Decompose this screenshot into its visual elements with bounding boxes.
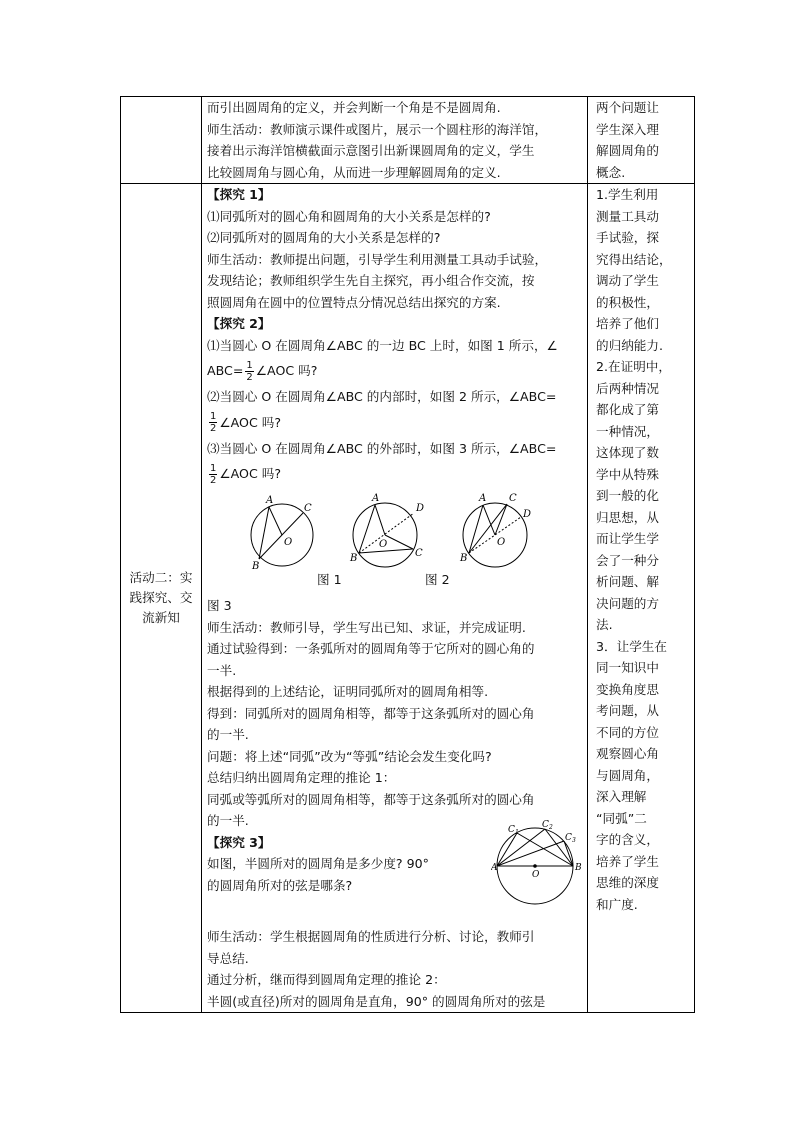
note-line: 同一知识中 bbox=[596, 660, 659, 675]
note-line: 决问题的方 bbox=[596, 595, 659, 611]
text-line: 总结归纳出圆周角定理的推论 1： bbox=[207, 770, 396, 785]
figure1-caption: 图 1 bbox=[317, 572, 342, 587]
e3-ac3 bbox=[497, 841, 564, 866]
text-line: 得到：同弧所对的圆周角相等，都等于这条弧所对的圆心角 bbox=[207, 705, 535, 721]
fig2-label-b: B bbox=[350, 553, 358, 564]
e3-c3b bbox=[564, 841, 573, 866]
text-line: 的圆周角所对的弦是哪条? bbox=[207, 877, 353, 893]
e3-label-c3: C bbox=[565, 832, 572, 843]
text-line: ⑴当圆心 O 在圆周角∠ABC 的一边 BC 上时，如图 1 所示，∠ bbox=[207, 337, 558, 353]
text-line: 师生活动：教师提出问题，引导学生利用测量工具动手试验， bbox=[207, 251, 548, 267]
text-line: 解圆周角的 bbox=[596, 143, 659, 158]
note-line: 深入理解 bbox=[596, 789, 647, 804]
note-line: 与圆周角， bbox=[596, 767, 659, 783]
text-line: 的一半. bbox=[207, 727, 249, 742]
fraction-denominator: 2 bbox=[210, 423, 217, 434]
formula-text: ∠AOC 吗? bbox=[255, 363, 318, 379]
circle-figures-svg bbox=[207, 489, 573, 595]
note-line: 2.在证明中， bbox=[596, 359, 671, 374]
fig2-label-d: D bbox=[416, 503, 425, 514]
note-line: 调动了学生 bbox=[596, 273, 659, 288]
lesson-table bbox=[120, 96, 695, 1013]
table-row bbox=[121, 184, 695, 1013]
explore2-title: 【探究 2】 bbox=[207, 316, 271, 331]
text-line: ⑵当圆心 O 在圆周角∠ABC 的内部时，如图 2 所示，∠ABC= bbox=[207, 389, 557, 404]
fig2-ba bbox=[359, 505, 375, 553]
e3-label-o: O bbox=[532, 869, 540, 880]
fig1-label-b: B bbox=[252, 561, 260, 572]
figure3-caption: 图 3 bbox=[207, 598, 232, 613]
text-line: 比较圆周角与圆心角，从而进一步理解圆周角的定义. bbox=[207, 164, 501, 180]
note-line: 这体现了数 bbox=[596, 445, 659, 460]
text-line: 发现结论；教师组织学生先自主探究，再小组合作交流，按 bbox=[207, 273, 535, 288]
fig1-ba bbox=[259, 507, 269, 559]
note-line: 3．让学生在 bbox=[596, 638, 667, 654]
fig3-ao bbox=[483, 505, 495, 535]
fraction bbox=[209, 411, 217, 434]
e3-label-c2: C bbox=[542, 819, 549, 830]
row1-right-cell bbox=[588, 97, 695, 184]
e3-ac1 bbox=[497, 833, 517, 866]
text-line: ⑴同弧所对的圆心角和圆周角的大小关系是怎样的? bbox=[207, 208, 491, 224]
text-line: 学生深入理 bbox=[596, 121, 659, 137]
e3-label-c2-sub: 2 bbox=[549, 823, 553, 831]
note-line: 测量工具动 bbox=[596, 208, 659, 224]
text-line: 师生活动：教师引导，学生写出已知、求证，并完成证明. bbox=[207, 619, 526, 635]
activity-label-line: 流新知 bbox=[142, 610, 180, 625]
fig1-label-a: A bbox=[266, 495, 274, 506]
fig3-ba bbox=[469, 505, 483, 553]
text-line: 照圆周角在圆中的位置特点分情况总结出探究的方案. bbox=[207, 294, 501, 310]
fraction-numerator: 1 bbox=[210, 462, 217, 474]
activity-label-line: 活动二：实 bbox=[129, 570, 193, 585]
activity-label-line: 践探究、交 bbox=[129, 590, 193, 605]
text-line: 师生活动：教师演示课件或图片，展示一个圆柱形的海洋馆， bbox=[207, 121, 548, 137]
e3-ac2 bbox=[497, 829, 545, 866]
note-line: 法. bbox=[596, 617, 613, 632]
note-line: 而让学生学 bbox=[596, 531, 659, 546]
fig3-label-a: A bbox=[479, 493, 487, 504]
note-line: 都化成了第 bbox=[596, 402, 659, 417]
note-line: 学中从特殊 bbox=[596, 466, 659, 482]
text-line: 的一半. bbox=[207, 813, 249, 828]
fig2-label-a: A bbox=[372, 493, 380, 504]
fig3-label-o: O bbox=[497, 537, 506, 548]
note-line: 培养了他们 bbox=[596, 316, 659, 331]
row1-left-cell bbox=[121, 97, 202, 184]
text-line: 导总结. bbox=[207, 950, 249, 966]
note-line: 观察圆心角 bbox=[596, 746, 659, 761]
note-line: 手试验，探 bbox=[596, 230, 659, 245]
table-row bbox=[121, 97, 695, 184]
activity-label-cell bbox=[121, 184, 202, 1013]
note-line: 变换角度思 bbox=[596, 681, 659, 697]
note-line: 的积极性， bbox=[596, 294, 659, 310]
text-line: ⑵同弧所对的圆周角的大小关系是怎样的? bbox=[207, 230, 441, 245]
fraction-numerator: 1 bbox=[210, 411, 217, 422]
fraction-denominator: 2 bbox=[210, 474, 217, 486]
note-line: 会了一种分 bbox=[596, 552, 659, 568]
row2-middle-cell bbox=[202, 184, 588, 1013]
text-line: 两个问题让 bbox=[596, 100, 659, 115]
e3-label-c3-sub: 3 bbox=[572, 836, 576, 844]
fraction bbox=[209, 463, 217, 486]
note-line: 到一般的化 bbox=[596, 488, 659, 503]
text-line: 通过试验得到：一条弧所对的圆周角等于它所对的圆心角的 bbox=[207, 641, 535, 656]
note-line: 和广度. bbox=[596, 896, 638, 912]
text-line: 一半. bbox=[207, 662, 237, 678]
formula-text: ∠AOC 吗? bbox=[219, 466, 282, 482]
text-line: 根据得到的上述结论，证明同弧所对的圆周角相等. bbox=[207, 684, 489, 699]
text-line: 问题：将上述“同弧”改为“等弧”结论会发生变化吗? bbox=[207, 748, 492, 764]
text-line: 通过分析，继而得到圆周角定理的推论 2： bbox=[207, 972, 446, 987]
figure2-caption: 图 2 bbox=[425, 572, 450, 587]
fig3-label-b: B bbox=[460, 553, 468, 564]
fraction-numerator: 1 bbox=[246, 359, 253, 371]
fig2-ao bbox=[375, 505, 385, 535]
text-line: 同弧或等弧所对的圆周角相等，都等于这条弧所对的圆心角 bbox=[207, 791, 535, 807]
note-line: 究得出结论， bbox=[596, 251, 672, 267]
note-line: 一种情况， bbox=[596, 423, 659, 439]
fig3-label-c: C bbox=[509, 493, 517, 504]
note-line: 析问题、解 bbox=[596, 574, 659, 589]
formula-line bbox=[207, 459, 583, 489]
fig3-label-d: D bbox=[523, 509, 532, 520]
note-line: 字的含义， bbox=[596, 832, 659, 847]
explore1-title: 【探究 1】 bbox=[207, 187, 271, 202]
formula-text: ABC= bbox=[207, 363, 244, 379]
fraction bbox=[245, 360, 253, 383]
e3-label-c1: C bbox=[508, 824, 515, 835]
text-line: 半圆(或直径)所对的圆周角是直角，90° 的圆周角所对的弦是 bbox=[207, 993, 546, 1009]
semicircle-figure bbox=[491, 820, 583, 908]
note-line: 归思想，从 bbox=[596, 509, 659, 525]
note-line: “同弧”二 bbox=[596, 810, 647, 826]
note-line: 后两种情况 bbox=[596, 380, 659, 396]
text-line: 概念. bbox=[596, 164, 626, 180]
note-line: 思维的深度 bbox=[596, 875, 659, 890]
fig2-oc bbox=[385, 535, 413, 549]
fig1-label-c: C bbox=[304, 503, 312, 514]
fig1-bc bbox=[259, 513, 303, 559]
e3-label-c1-sub: 1 bbox=[515, 828, 519, 836]
text-line: 师生活动：学生根据圆周角的性质进行分析、讨论，教师引 bbox=[207, 929, 535, 944]
e3-label-a: A bbox=[491, 862, 498, 873]
e3-center-dot bbox=[533, 864, 537, 868]
text-line: 接着出示海洋馆横截面示意图引出新课圆周角的定义，学生 bbox=[207, 143, 535, 158]
fig3-co bbox=[495, 504, 507, 535]
fig2-label-o: O bbox=[379, 539, 388, 550]
row1-middle-cell bbox=[202, 97, 588, 184]
text-line: ⑶当圆心 O 在圆周角∠ABC 的外部时，如图 3 所示，∠ABC= bbox=[207, 440, 557, 456]
text-line: 如图，半圆所对的圆周角是多少度? 90° bbox=[207, 856, 429, 871]
formula-line bbox=[207, 408, 583, 438]
row2-right-cell bbox=[588, 184, 695, 1013]
note-line: 不同的方位 bbox=[596, 724, 659, 740]
note-line: 的归纳能力. bbox=[596, 337, 663, 353]
circle-figures bbox=[207, 489, 583, 595]
explore3-title: 【探究 3】 bbox=[207, 834, 271, 850]
fig1-label-o: O bbox=[284, 537, 293, 548]
right-notes bbox=[596, 184, 691, 915]
note-line: 考问题，从 bbox=[596, 703, 659, 718]
note-line: 培养了学生 bbox=[596, 853, 659, 869]
fig1-oa bbox=[269, 507, 282, 535]
formula-text: ∠AOC 吗? bbox=[219, 414, 282, 430]
e3-label-b: B bbox=[575, 862, 582, 873]
fraction-denominator: 2 bbox=[246, 371, 253, 383]
note-line: 1.学生利用 bbox=[596, 187, 659, 202]
text-line: 而引出圆周角的定义，并会判断一个角是不是圆周角. bbox=[207, 100, 501, 115]
fig2-label-c: C bbox=[415, 548, 423, 559]
formula-line bbox=[207, 356, 583, 386]
